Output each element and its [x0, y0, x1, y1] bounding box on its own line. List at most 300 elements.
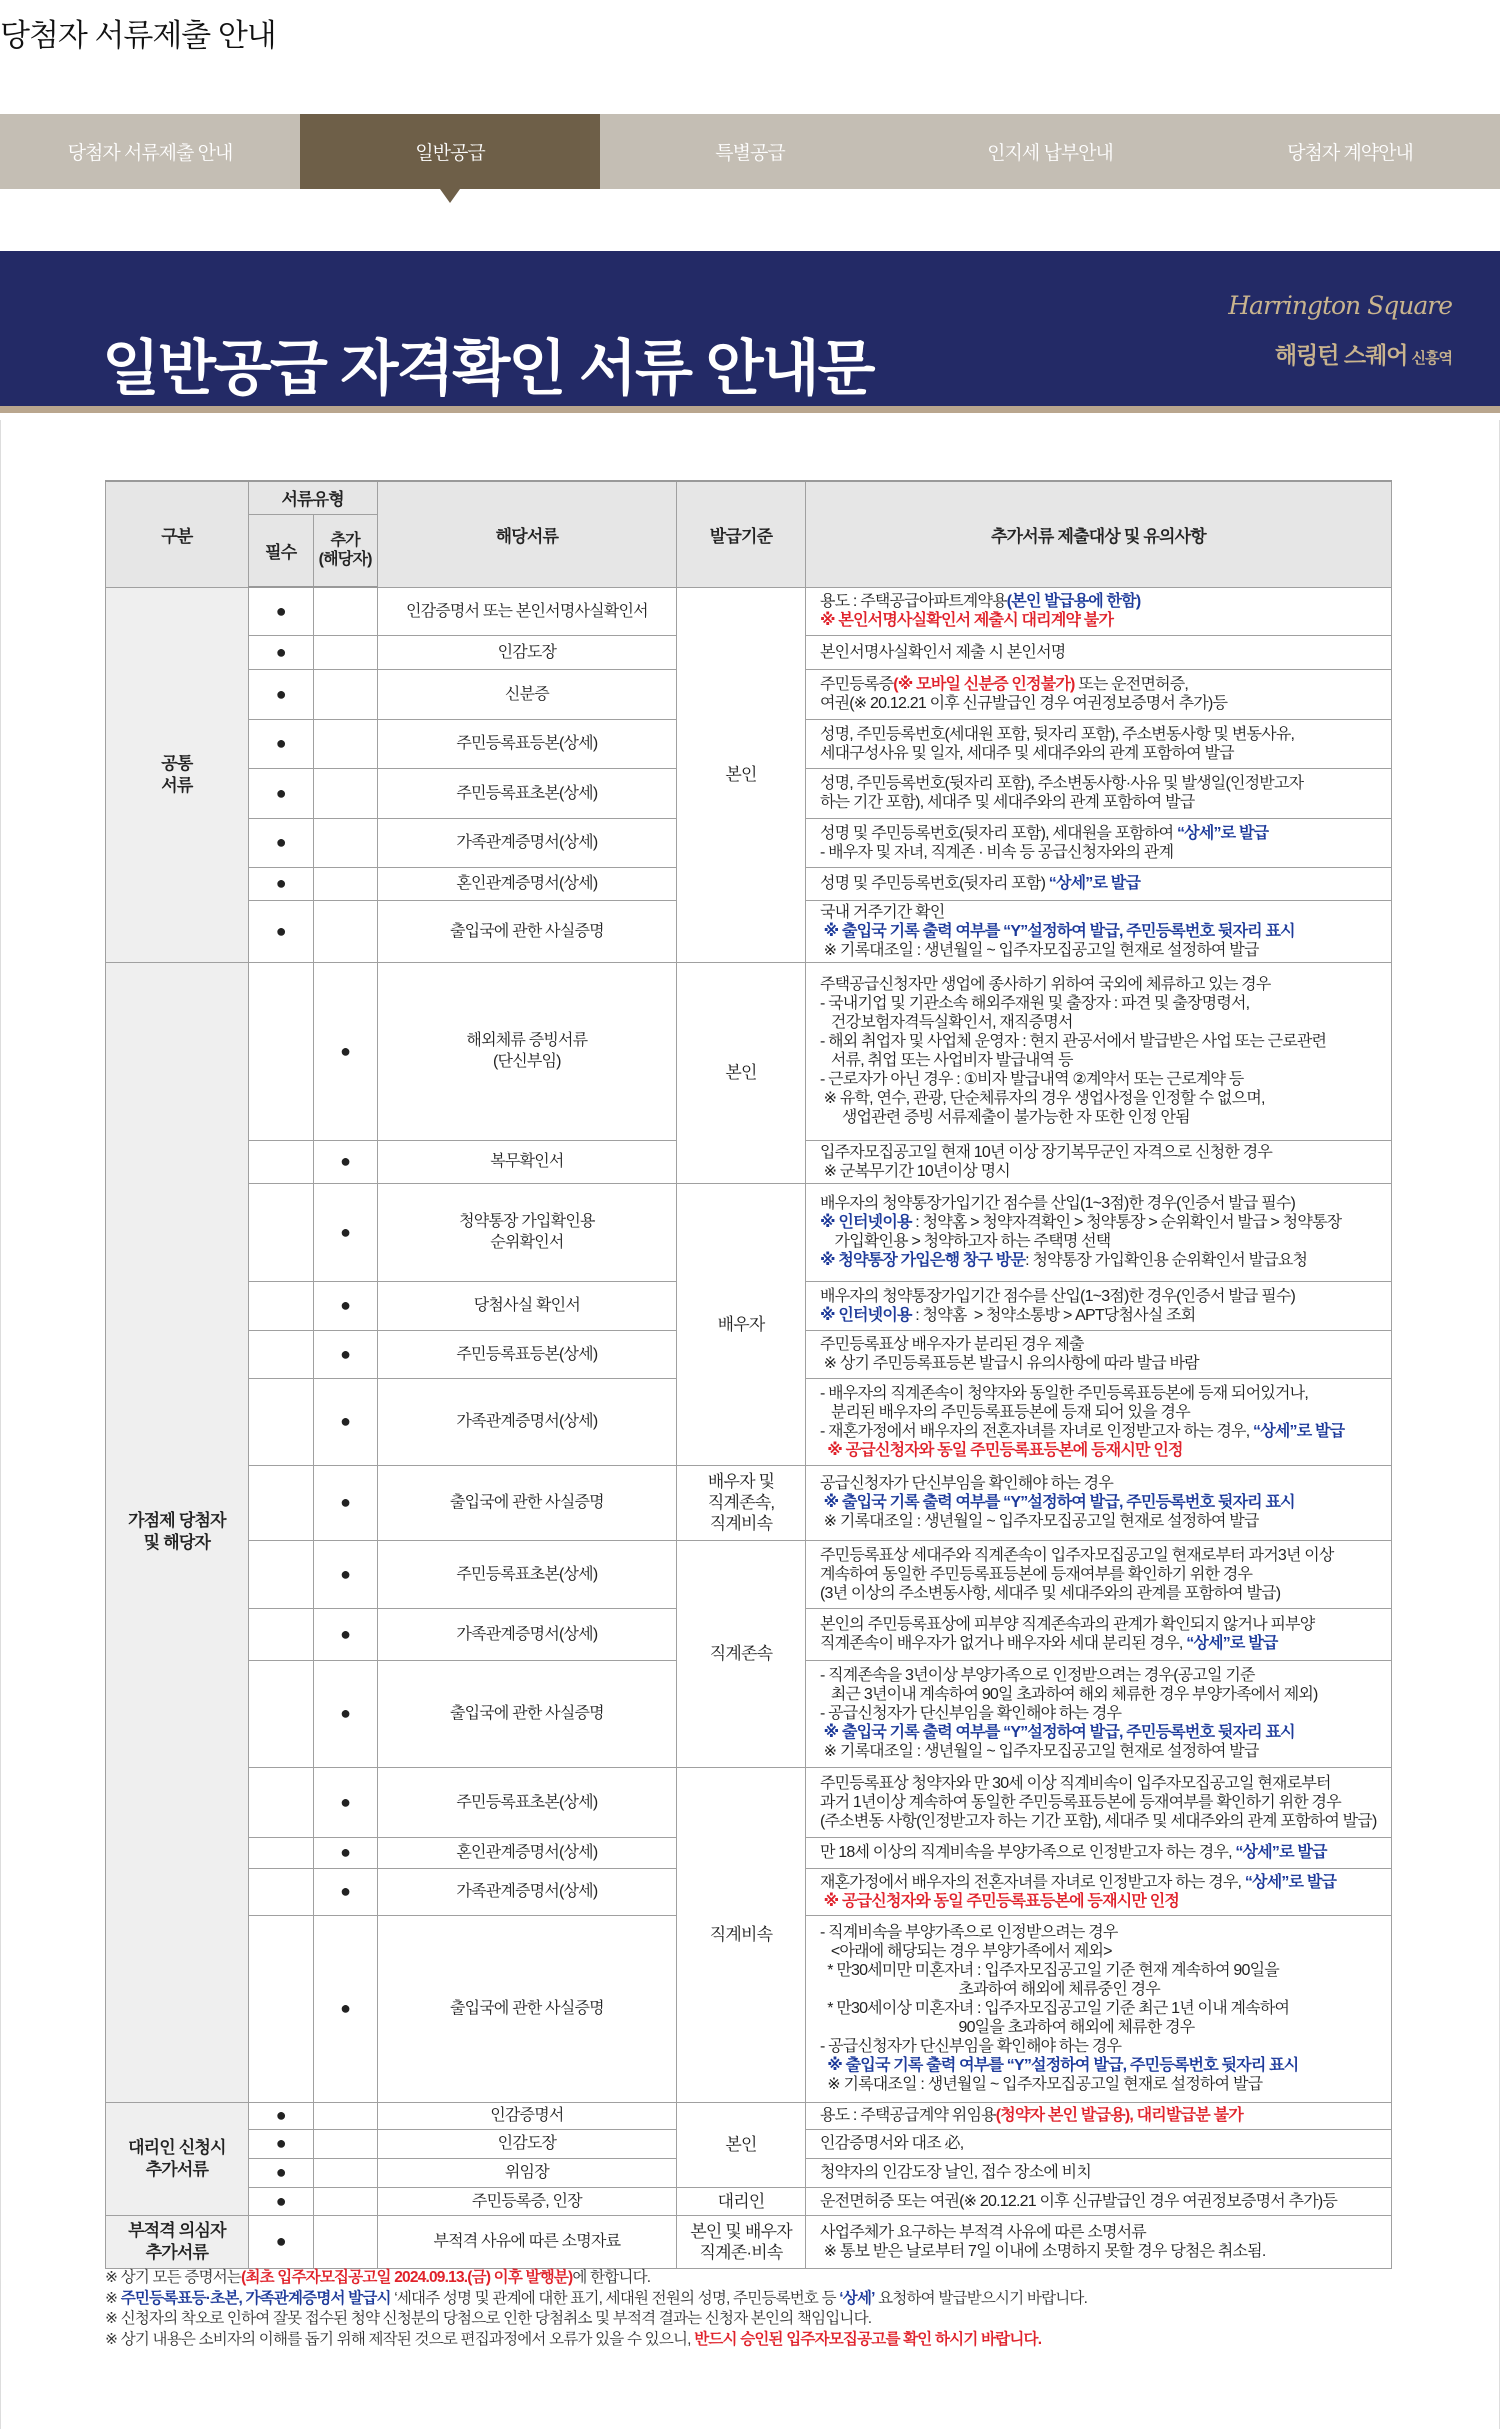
document-name: 주민등록표초본(상세) — [377, 1767, 677, 1837]
additional-mark: ● — [313, 1608, 377, 1660]
remarks-cell — [805, 1183, 1391, 1281]
tab-general-supply[interactable]: 일반공급 — [300, 114, 600, 189]
highlight-red: 반드시 승인된 입주자모집공고를 확인 하시기 바랍니다. — [694, 2330, 1042, 2348]
text-segment: (주소변동 사항(인정받고자 하는 기간 포함), 세대주 및 세대주와의 관계 포함하여 발급) — [819, 1812, 1377, 1830]
remarks-cell — [805, 587, 1391, 635]
remarks-cell — [805, 867, 1391, 900]
issue-basis: 배우자 — [677, 1183, 806, 1465]
text-segment: ※ 기록대조일 : 생년월일 ~ 입주자모집공고일 현재로 설정하여 발급 — [819, 1743, 1259, 1760]
remarks-cell — [805, 1378, 1391, 1465]
text-segment: 주민등록증 — [819, 676, 894, 693]
text-segment: 배우자의 청약통장가입기간 점수를 산입(1~3점)한 경우(인증서 발급 필수) — [819, 1287, 1296, 1305]
required-mark: ● — [248, 719, 313, 768]
additional-mark — [313, 867, 377, 900]
category-cell: 부적격 의심자 추가서류 — [106, 2215, 249, 2268]
document-name: 인감도장 — [377, 2129, 677, 2158]
highlight-red: ※ 본인서명사실확인서 제출시 대리계약 불가 — [819, 612, 1114, 629]
required-mark: ● — [248, 635, 313, 669]
text-segment: 요청하여 발급받으시기 바랍니다. — [874, 2289, 1088, 2307]
required-mark: ● — [248, 867, 313, 900]
remark-line — [820, 1384, 1377, 1403]
highlight-blue: “상세”로 발급 — [1235, 1844, 1327, 1861]
remark-line — [820, 725, 1377, 744]
additional-mark — [313, 2158, 377, 2187]
remark-line — [820, 874, 1377, 893]
remark-line — [820, 1051, 1377, 1070]
required-mark — [248, 1183, 313, 1281]
text-segment: 건강보험자격득실확인서, 재직증명서 — [819, 1014, 1073, 1031]
table-row — [106, 587, 1392, 635]
remark-line — [820, 1666, 1377, 1685]
highlight-blue: “상세”로 발급 — [1186, 1635, 1278, 1652]
remarks-cell — [805, 1465, 1391, 1540]
remarks-cell — [805, 818, 1391, 867]
remarks-cell — [805, 1868, 1391, 1915]
text-segment: 서류, 취업 또는 사업비자 발급내역 등 — [819, 1052, 1073, 1069]
highlight-red: (최초 입주자모집공고일 2024.09.13.(금) 이후 발행분) — [241, 2269, 573, 2286]
document-name: 주민등록표초본(상세) — [377, 1540, 677, 1608]
required-mark — [248, 1837, 313, 1868]
remark-line — [820, 1685, 1377, 1704]
additional-mark — [313, 2129, 377, 2158]
remark-line — [820, 824, 1377, 843]
additional-mark — [313, 2215, 377, 2268]
issue-basis: 대리인 — [677, 2187, 806, 2215]
required-mark — [248, 1140, 313, 1183]
remarks-cell — [805, 2215, 1391, 2268]
required-mark: ● — [248, 768, 313, 818]
text-segment: 90일을 초과하여 해외에 체류한 경우 — [819, 2019, 1195, 2036]
remark-line — [105, 2289, 1087, 2310]
issue-basis: 본인 — [677, 2102, 806, 2187]
remark-line — [820, 1565, 1377, 1584]
brand-sub: 신흥역 — [1411, 350, 1452, 367]
document-name: 위임장 — [377, 2158, 677, 2187]
remark-line — [820, 922, 1377, 941]
required-mark: ● — [248, 2102, 313, 2129]
remark-line — [820, 1615, 1377, 1634]
text-segment: 또는 운전면허증, — [1074, 676, 1189, 693]
text-segment: 인감증명서와 대조 必, — [819, 2135, 964, 2152]
remark-line — [820, 675, 1377, 694]
remark-line — [820, 2106, 1377, 2125]
remarks-cell — [805, 1608, 1391, 1660]
text-segment: 성명, 주민등록번호(세대원 포함, 뒷자리 포함), 주소변동사항 및 변동사유, — [819, 725, 1295, 743]
text-segment: 주민등록표상 세대주와 직계존속이 입주자모집공고일 현재로부터 과거3년 이상 — [819, 1546, 1334, 1564]
text-segment: 사업주체가 요구하는 부적격 사유에 따른 소명서류 — [819, 2223, 1146, 2241]
remark-line — [820, 2163, 1377, 2182]
remark-line — [820, 1634, 1377, 1653]
additional-mark: ● — [313, 1837, 377, 1868]
remark-line — [820, 1546, 1377, 1565]
required-mark: ● — [248, 818, 313, 867]
document-name: 혼인관계증명서(상세) — [377, 1837, 677, 1868]
highlight-blue: ‘상세’ — [839, 2289, 875, 2307]
remark-line — [820, 994, 1377, 1013]
remark-line — [820, 1422, 1377, 1441]
highlight-blue: ※ 출입국 기록 출력 여부를 “Y”설정하여 발급, 주민등록번호 뒷자리 표시 — [819, 2057, 1299, 2074]
remark-line — [820, 1942, 1377, 1961]
highlight-red: ※ 공급신청자와 동일 주민등록표등본에 등재시만 인정 — [819, 1892, 1180, 1910]
remark-line — [105, 2330, 1087, 2351]
category-cell: 공통 서류 — [106, 587, 249, 962]
remark-line — [820, 1441, 1377, 1460]
highlight-blue: 주민등록표등·초본, 가족관계증명서 발급시 — [120, 2289, 391, 2307]
text-segment: * 만30세미만 미혼자녀 : 입주자모집공고일 기준 현재 계속하여 90일을 — [819, 1962, 1279, 1979]
remark-line — [820, 793, 1377, 812]
tab-document-guide[interactable]: 당첨자 서류제출 안내 — [67, 143, 233, 164]
text-segment: - 근로자가 아닌 경우 : ①비자 발급내역 ②계약서 또는 근로계약 등 — [819, 1071, 1244, 1088]
remark-line — [820, 1070, 1377, 1089]
table-row — [106, 1540, 1392, 1608]
remark-line — [820, 975, 1377, 994]
remark-line — [820, 1213, 1377, 1232]
remarks-cell — [805, 669, 1391, 719]
additional-mark — [313, 768, 377, 818]
remark-line — [820, 1287, 1377, 1306]
document-name: 가족관계증명서(상세) — [377, 1868, 677, 1915]
table-row — [106, 962, 1392, 1140]
issue-basis: 직계존속 — [677, 1540, 806, 1767]
text-segment: 청약자의 인감도장 날인, 접수 장소에 비치 — [819, 2164, 1091, 2181]
remark-line — [820, 1812, 1377, 1831]
text-segment: 분리된 배우자의 주민등록표등본에 등재 되어 있을 경우 — [819, 1403, 1190, 1421]
highlight-blue: ※ 출입국 기록 출력 여부를 “Y”설정하여 발급, 주민등록번호 뒷자리 표시 — [819, 922, 1295, 940]
text-segment: - 공급신청자가 단신부임을 확인해야 하는 경우 — [819, 2038, 1122, 2055]
remark-line — [820, 1980, 1377, 1999]
issue-basis: 본인 — [677, 587, 806, 962]
required-mark: ● — [248, 2158, 313, 2187]
required-mark: ● — [248, 587, 313, 635]
footnotes — [105, 2268, 1087, 2350]
remark-line — [820, 1704, 1377, 1723]
remarks-cell — [805, 1140, 1391, 1183]
text-segment: 성명 및 주민등록번호(뒷자리 포함), 세대원을 포함하여 — [819, 824, 1177, 842]
text-segment: ※ 기록대조일 : 생년월일 ~ 입주자모집공고일 현재로 설정하여 발급 — [819, 941, 1259, 959]
remarks-cell — [805, 2102, 1391, 2129]
additional-mark — [313, 669, 377, 719]
highlight-red: ※ 공급신청자와 동일 주민등록표등본에 등재시만 인정 — [819, 1441, 1183, 1459]
required-mark — [248, 1915, 313, 2102]
text-segment: ※ 상기 모든 증명서는 — [105, 2269, 242, 2286]
text-segment: - 공급신청자가 단신부임을 확인해야 하는 경우 — [819, 1705, 1122, 1722]
remark-line — [820, 1306, 1377, 1325]
required-mark — [248, 962, 313, 1140]
text-segment: 가입확인용 > 청약하고자 하는 주택명 선택 — [819, 1233, 1111, 1250]
document-name: 출입국에 관한 사실증명 — [377, 1660, 677, 1767]
text-segment: ※ 기록대조일 : 생년월일 ~ 입주자모집공고일 현재로 설정하여 발급 — [819, 1513, 1259, 1530]
remark-line — [820, 1512, 1377, 1531]
document-name: 출입국에 관한 사실증명 — [377, 900, 677, 962]
remark-line — [820, 2223, 1377, 2242]
text-segment: ※ 신청자의 착오로 인하여 잘못 접수된 청약 신청분의 당첨으로 인한 당첨취소 및 부적격 결과는 신청자 본인의 책임입니다. — [105, 2310, 872, 2327]
required-mark — [248, 1767, 313, 1837]
remark-line — [820, 1403, 1377, 1422]
text-segment: 배우자의 청약통장가입기간 점수를 산입(1~3점)한 경우(인증서 발급 필수) — [819, 1195, 1296, 1212]
remarks-cell — [805, 768, 1391, 818]
additional-mark: ● — [313, 1540, 377, 1608]
remarks-cell — [805, 2187, 1391, 2215]
remarks-cell — [805, 1330, 1391, 1378]
text-segment: - 재혼가정에서 배우자의 전혼자녀를 자녀로 인정받고자 하는 경우, — [819, 1422, 1254, 1440]
document-name: 인감증명서 — [377, 2102, 677, 2129]
remark-line — [820, 2056, 1377, 2075]
remarks-cell — [805, 719, 1391, 768]
remark-line — [820, 1354, 1377, 1373]
text-segment: 용도 : 주택공급아파트계약용 — [819, 593, 1007, 610]
additional-mark — [313, 2102, 377, 2129]
text-segment: 용도 : 주택공급계약 위임용 — [819, 2107, 996, 2124]
tab-bar — [0, 114, 1500, 189]
text-segment: 입주자모집공고일 현재 10년 이상 장기복무군인 자격으로 신청한 경우 — [819, 1143, 1273, 1161]
category-cell: 가점제 당첨자 및 해당자 — [106, 962, 249, 2102]
header-additional: 추가 (해당자) — [313, 514, 377, 587]
remark-line — [820, 744, 1377, 763]
remark-line — [820, 843, 1377, 862]
remark-line — [820, 1474, 1377, 1493]
table-body — [106, 587, 1392, 2268]
text-segment: 공급신청자가 단신부임을 확인해야 하는 경우 — [819, 1475, 1113, 1492]
text-segment: - 직계존속을 3년이상 부양가족으로 인정받으려는 경우(공고일 기준 — [819, 1667, 1255, 1684]
header-document: 해당서류 — [377, 481, 677, 587]
text-segment: ※ — [105, 2289, 121, 2307]
text-segment: * 만30세이상 미혼자녀 : 입주자모집공고일 기준 최근 1년 이내 계속하여 — [819, 2000, 1290, 2017]
text-segment: : 청약통장 가입확인용 순위확인서 발급요청 — [1025, 1252, 1308, 1269]
text-segment: 주택공급신청자만 생업에 종사하기 위하여 국외에 체류하고 있는 경우 — [819, 976, 1271, 993]
remarks-cell — [805, 900, 1391, 962]
document-name: 인감도장 — [377, 635, 677, 669]
text-segment: 계속하여 동일한 주민등록표등본에 등재여부를 확인하기 위한 경우 — [819, 1565, 1253, 1583]
highlight-blue: “상세”로 발급 — [1048, 875, 1141, 892]
text-segment: - 해외 취업자 및 사업체 운영자 : 현지 관공서에서 발급받은 사업 또는 근로관련 — [819, 1033, 1327, 1050]
required-mark — [248, 1465, 313, 1540]
header-doc-type: 서류유형 — [248, 481, 377, 514]
text-segment: 국내 거주기간 확인 — [819, 903, 945, 921]
required-mark — [248, 1660, 313, 1767]
document-name: 부적격 사유에 따른 소명자료 — [377, 2215, 677, 2268]
required-mark — [248, 1608, 313, 1660]
additional-mark: ● — [313, 1767, 377, 1837]
tab-contract-guide[interactable]: 당첨자 계약안내 — [1287, 143, 1413, 164]
text-segment: 초과하여 해외에 체류중인 경우 — [819, 1981, 1160, 1998]
text-segment: 여권(※ 20.12.21 이후 신규발급인 경우 여권정보증명서 추가)등 — [819, 695, 1228, 712]
remark-line — [820, 694, 1377, 713]
remark-line — [820, 1194, 1377, 1213]
remarks-cell — [805, 2158, 1391, 2187]
document-name: 주민등록표등본(상세) — [377, 719, 677, 768]
document-name: 복무확인서 — [377, 1140, 677, 1183]
text-segment: - 국내기업 및 기관소속 해외주재원 및 출장자 : 파견 및 출장명령서, — [819, 995, 1250, 1012]
highlight-red: (※ 모바일 신분증 인정불가) — [893, 676, 1075, 693]
text-segment: ※ 상기 내용은 소비자의 이해를 돕기 위해 제작된 것으로 편집과정에서 오류가 있을 수 있으니, — [105, 2330, 695, 2348]
required-mark — [248, 1330, 313, 1378]
required-mark — [248, 1281, 313, 1330]
additional-mark: ● — [313, 962, 377, 1140]
text-segment: 성명 및 주민등록번호(뒷자리 포함) — [819, 875, 1049, 892]
additional-mark — [313, 587, 377, 635]
additional-mark: ● — [313, 1330, 377, 1378]
remark-line — [105, 2309, 1087, 2330]
table-row — [106, 1183, 1392, 1281]
document-name: 혼인관계증명서(상세) — [377, 867, 677, 900]
highlight-blue: “상세”로 발급 — [1176, 824, 1269, 842]
remark-line — [820, 1723, 1377, 1742]
additional-mark — [313, 635, 377, 669]
additional-mark: ● — [313, 1183, 377, 1281]
remark-line — [820, 1143, 1377, 1162]
additional-mark — [313, 900, 377, 962]
remarks-cell — [805, 1837, 1391, 1868]
required-mark: ● — [248, 2215, 313, 2268]
highlight-blue: ※ 출입국 기록 출력 여부를 “Y”설정하여 발급, 주민등록번호 뒷자리 표시 — [819, 1724, 1295, 1741]
remark-line — [820, 1742, 1377, 1761]
highlight-blue: “상세”로 발급 — [1244, 1873, 1337, 1891]
remarks-cell — [805, 1915, 1391, 2102]
highlight-blue: (본인 발급용에 한함) — [1006, 593, 1141, 610]
remark-line — [105, 2268, 1087, 2289]
issue-basis: 본인 및 배우자 직계존·비속 — [677, 2215, 806, 2268]
tab-stamp-duty[interactable]: 인지세 납부안내 — [987, 143, 1113, 164]
remark-line — [820, 1584, 1377, 1603]
remark-line — [820, 1232, 1377, 1251]
table-row — [106, 1767, 1392, 1837]
additional-mark — [313, 719, 377, 768]
remark-line — [820, 1251, 1377, 1270]
text-segment: 에 한합니다. — [572, 2269, 651, 2286]
remark-line — [820, 1774, 1377, 1793]
issue-basis: 배우자 및 직계존속, 직계비속 — [677, 1465, 806, 1540]
header-basis: 발급기준 — [677, 481, 806, 587]
document-name: 가족관계증명서(상세) — [377, 818, 677, 867]
document-name: 해외체류 증빙서류 (단신부임) — [377, 962, 677, 1140]
remark-line — [820, 2134, 1377, 2153]
remark-line — [820, 2192, 1377, 2211]
remark-line — [820, 941, 1377, 960]
document-name: 출입국에 관한 사실증명 — [377, 1915, 677, 2102]
highlight-blue: ※ 출입국 기록 출력 여부를 “Y”설정하여 발급, 주민등록번호 뒷자리 표시 — [819, 1494, 1295, 1511]
table-row — [106, 2187, 1392, 2215]
text-segment: 재혼가정에서 배우자의 전혼자녀를 자녀로 인정받고자 하는 경우, — [819, 1873, 1245, 1891]
document-name: 가족관계증명서(상세) — [377, 1608, 677, 1660]
banner-title: 일반공급 자격확인 서류 안내문 — [102, 335, 874, 402]
highlight-blue: ※ 청약통장 가입은행 창구 방문 — [819, 1252, 1026, 1269]
additional-mark: ● — [313, 1465, 377, 1540]
text-segment: 성명, 주민등록번호(뒷자리 포함), 주소변동사항·사유 및 발생일(인정받고자 — [819, 775, 1304, 792]
brand-name: 해링턴 스퀘어 — [1274, 342, 1408, 368]
required-mark: ● — [248, 2129, 313, 2158]
text-segment: ※ 유학, 연수, 관광, 단순체류자의 경우 생업사정을 인정할 수 없으며, — [819, 1090, 1265, 1107]
remark-line — [820, 1108, 1377, 1127]
additional-mark — [313, 2187, 377, 2215]
remark-line — [820, 1793, 1377, 1812]
document-name: 주민등록표등본(상세) — [377, 1330, 677, 1378]
remark-line — [820, 903, 1377, 922]
remark-line — [820, 1923, 1377, 1942]
table-row — [106, 2215, 1392, 2268]
additional-mark: ● — [313, 1140, 377, 1183]
remark-line — [820, 1162, 1377, 1181]
document-name: 인감증명서 또는 본인서명사실확인서 — [377, 587, 677, 635]
text-segment: ※ 군복무기간 10년이상 명시 — [819, 1162, 1010, 1180]
remark-line — [820, 1843, 1377, 1862]
category-cell: 대리인 신청시 추가서류 — [106, 2102, 249, 2215]
table-row — [106, 1465, 1392, 1540]
header-remarks: 추가서류 제출대상 및 유의사항 — [805, 481, 1391, 587]
issue-basis: 직계비속 — [677, 1767, 806, 2102]
text-segment: - 배우자의 직계존속이 청약자와 동일한 주민등록표등본에 등재 되어있거나, — [819, 1384, 1308, 1402]
text-segment: 주민등록표상 배우자가 분리된 경우 제출 — [819, 1336, 1084, 1353]
text-segment: ※ 상기 주민등록표등본 발급시 유의사항에 따라 발급 바람 — [819, 1355, 1199, 1372]
text-segment: 하는 기간 포함), 세대주 및 세대주와의 관계 포함하여 발급 — [819, 794, 1195, 811]
header-required: 필수 — [248, 514, 313, 587]
tab-special-supply[interactable]: 특별공급 — [715, 143, 785, 164]
remark-line — [820, 1335, 1377, 1354]
text-segment: 주민등록표상 청약자와 만 30세 이상 직계비속이 입주자모집공고일 현재로부터 — [819, 1774, 1331, 1792]
banner — [0, 251, 1500, 413]
text-segment: 과거 1년이상 계속하여 동일한 주민등록표등본에 등재여부를 확인하기 위한 경우 — [819, 1793, 1341, 1811]
remarks-cell — [805, 1660, 1391, 1767]
remark-line — [820, 1892, 1377, 1911]
brand-logo — [1275, 337, 1452, 370]
remark-line — [820, 2075, 1377, 2094]
required-mark: ● — [248, 900, 313, 962]
document-name: 당첨사실 확인서 — [377, 1281, 677, 1330]
document-name: 주민등록표초본(상세) — [377, 768, 677, 818]
highlight-blue: “상세”로 발급 — [1253, 1422, 1345, 1440]
highlight-blue: ※ 인터넷이용 — [819, 1306, 912, 1324]
additional-mark: ● — [313, 1868, 377, 1915]
remarks-cell — [805, 1540, 1391, 1608]
text-segment: : 청약홈 > 청약소통방 > APT당첨사실 조회 — [911, 1306, 1196, 1324]
remark-line — [820, 1999, 1377, 2018]
remarks-cell — [805, 962, 1391, 1140]
remarks-cell — [805, 635, 1391, 669]
remark-line — [820, 1493, 1377, 1512]
required-mark — [248, 1868, 313, 1915]
issue-basis: 본인 — [677, 962, 806, 1183]
additional-mark: ● — [313, 1378, 377, 1465]
text-segment: <아래에 해당되는 경우 부양가족에서 제외> — [819, 1943, 1112, 1960]
text-segment: 최근 3년이내 계속하여 90일 초과하여 해외 체류한 경우 부양가족에서 제외) — [819, 1686, 1318, 1703]
text-segment: 본인서명사실확인서 제출 시 본인서명 — [819, 643, 1066, 661]
text-segment: 운전면허증 또는 여권(※ 20.12.21 이후 신규발급인 경우 여권정보증명서 추가)등 — [819, 2192, 1338, 2210]
text-segment: 직계존속이 배우자가 없거나 배우자와 세대 분리된 경우, — [819, 1635, 1187, 1652]
additional-mark — [313, 818, 377, 867]
required-mark — [248, 1378, 313, 1465]
remark-line — [820, 592, 1377, 611]
remark-line — [820, 774, 1377, 793]
documents-table — [105, 480, 1392, 2269]
text-segment: 만 18세 이상의 직계비속을 부양가족으로 인정받고자 하는 경우, — [819, 1844, 1236, 1861]
highlight-blue: ※ 인터넷이용 — [819, 1214, 912, 1231]
text-segment: - 배우자 및 자녀, 직계존 · 비속 등 공급신청자와의 관계 — [819, 843, 1174, 861]
remarks-cell — [805, 2129, 1391, 2158]
remark-line — [820, 1089, 1377, 1108]
remark-line — [820, 1013, 1377, 1032]
additional-mark: ● — [313, 1660, 377, 1767]
additional-mark: ● — [313, 1915, 377, 2102]
table-row — [106, 2102, 1392, 2129]
text-segment: ‘세대주 성명 및 관계에 대한 표기, 세대원 전원의 성명, 주민등록번호 등 — [390, 2289, 840, 2307]
text-segment: ※ 기록대조일 : 생년월일 ~ 입주자모집공고일 현재로 설정하여 발급 — [819, 2076, 1263, 2093]
text-segment: : 청약홈 > 청약자격확인 > 청약통장 > 순위확인서 발급 > 청약통장 — [911, 1214, 1342, 1231]
document-name: 출입국에 관한 사실증명 — [377, 1465, 677, 1540]
required-mark: ● — [248, 669, 313, 719]
document-name: 청약통장 가입확인용 순위확인서 — [377, 1183, 677, 1281]
remark-line — [820, 2242, 1377, 2261]
page-title: 당첨자 서류제출 안내 — [0, 18, 276, 53]
text-segment: 본인의 주민등록표상에 피부양 직계존속과의 관계가 확인되지 않거나 피부양 — [819, 1616, 1315, 1633]
